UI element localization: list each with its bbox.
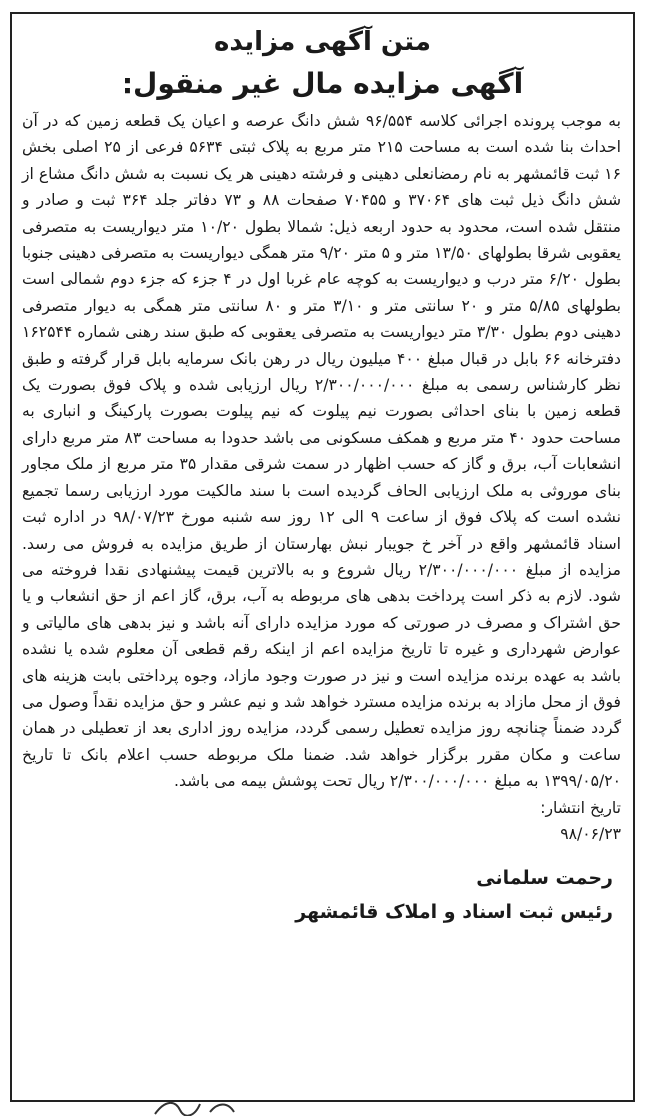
notice-title: متن آگهی مزایده	[213, 27, 432, 57]
auction-notice	[14, 22, 631, 927]
signer-title: رئیس ثبت اسناد و املاک قائمشهر	[295, 900, 613, 923]
publish-date-value: ۹۸/۰۶/۲۳	[560, 824, 621, 843]
signer-name: رحمت سلمانی	[476, 866, 613, 889]
notice-body: به موجب پرونده اجرائی کلاسه ۹۶/۵۵۴ شش دانگ عرصه و اعیان یک قطعه زمین که در آن احداث بنا شده است به مساحت ۲۱۵ متر مربع به پلاک ثبتی ۵۶۳۴ فرعی از ۲۵ اصلی بخش ۱۶ ثبت قائمشهر به نام رمضانعلی دهینی و فرشته دهینی هر یک نسبت به شش دانگ مشاع از شش دانگ ذیل ثبت های ۳۷۰۶۴ و ۷۰۴۵۵ صفحات ۸۸ و ۷۳ دفاتر جلد ۳۶۴ ثبت و صادر و منتقل شده است، محدود به حدود اربعه ذیل: شمالا بطول ۱۰/۲۰ متر دیواریست به متصرفی یعقوبی شرقا بطولهای ۱۳/۵۰ متر و ۵ متر ۹/۲۰ متر همگی دیواریست به متصرفی دهینی جنوبا بطول ۶/۲۰ متر درب و دیواریست به کوچه عام غربا اول در ۴ جزء که جزء دوم شمالی است بطولهای ۵/۸۵ متر و ۲۰ سانتی متر و ۳/۱۰ متر و ۸۰ سانتی متر همگی به دیوار متصرفی دهینی دوم بطول ۳/۳۰ متر دیواریست به متصرفی یعقوبی که طبق سند رهنی شماره ۱۶۲۵۴۴ دفترخانه ۶۶ بابل در قبال مبلغ ۴۰۰ میلیون ریال در رهن بانک سرمایه بابل قرار گرفته و طبق نظر کارشناس رسمی به مبلغ ۲/۳۰۰/۰۰۰/۰۰۰ ریال ارزیابی شده و پلاک فوق بصورت یک قطعه زمین با بنای احداثی بصورت نیم پیلوت که نیم پیلوت بصورت پارکینگ و انباری به مساحت حدود ۴۰ متر مربع و همکف مسکونی می باشد حدودا به مساحت ۸۳ متر مربع دارای انشعابات آب، برق و گاز که حسب اظهار در سمت شرقی مقدار ۳۵ متر مربع از ملک مجاور بنای موروثی به ملک ارزیابی الحاف گردیده است با سند مالکیت مورد ارزیابی رسما تجمیع نشده است که پلاک فوق از ساعت ۹ الی ۱۲ روز سه شنبه مورخ ۹۸/۰۷/۲۳ در اداره ثبت اسناد قائمشهر واقع در آخر خ جویبار نبش بهارستان از طریق مزایده به فروش می رسد. مزایده از مبلغ ۲/۳۰۰/۰۰۰/۰۰۰ ریال شروع و به بالاترین قیمت پیشنهادی نقدا فروخته می شود. لازم به ذکر است پرداخت بدهی های مربوطه به آب، برق، گاز اعم از حق انشعاب و یا حق اشتراک و مصرف در صورتی که مورد مزایده دارای آنه باشد و نیز بدهی های مالیاتی و عوارض شهرداری و غیره تا تاریخ مزایده اعم از اینکه رقم قطعی آن معلوم شده یا نشده باشد به عهده برنده مزایده است و نیز در صورت وجود مازاد، وجوه پرداختی بابت هزینه های فوق از محل مازاد به برنده مزایده مسترد خواهد شد و نیم عشر و حق مزایده نقداً وصول می گردد ضمناً چنانچه روز مزایده تعطیل رسمی گردد، مزایده روز اداری بعد از تعطیلی در همان ساعت و مکان مقرر برگزار خواهد شد. ضمنا ملک مربوطه حسب اعلام بانک تا تاریخ ۱۳۹۹/۰۵/۲۰ به مبلغ ۲/۳۰۰/۰۰۰/۰۰۰ ریال تحت پوشش بیمه می باشد.	[22, 112, 622, 791]
notice-subtitle: آگهی مزایده مال غیر منقول:	[121, 67, 524, 100]
handwriting-mark	[150, 1096, 270, 1116]
publish-date-label: تاریخ انتشار:	[540, 798, 621, 817]
publish-date-line	[14, 795, 631, 847]
signature-block	[14, 863, 631, 927]
